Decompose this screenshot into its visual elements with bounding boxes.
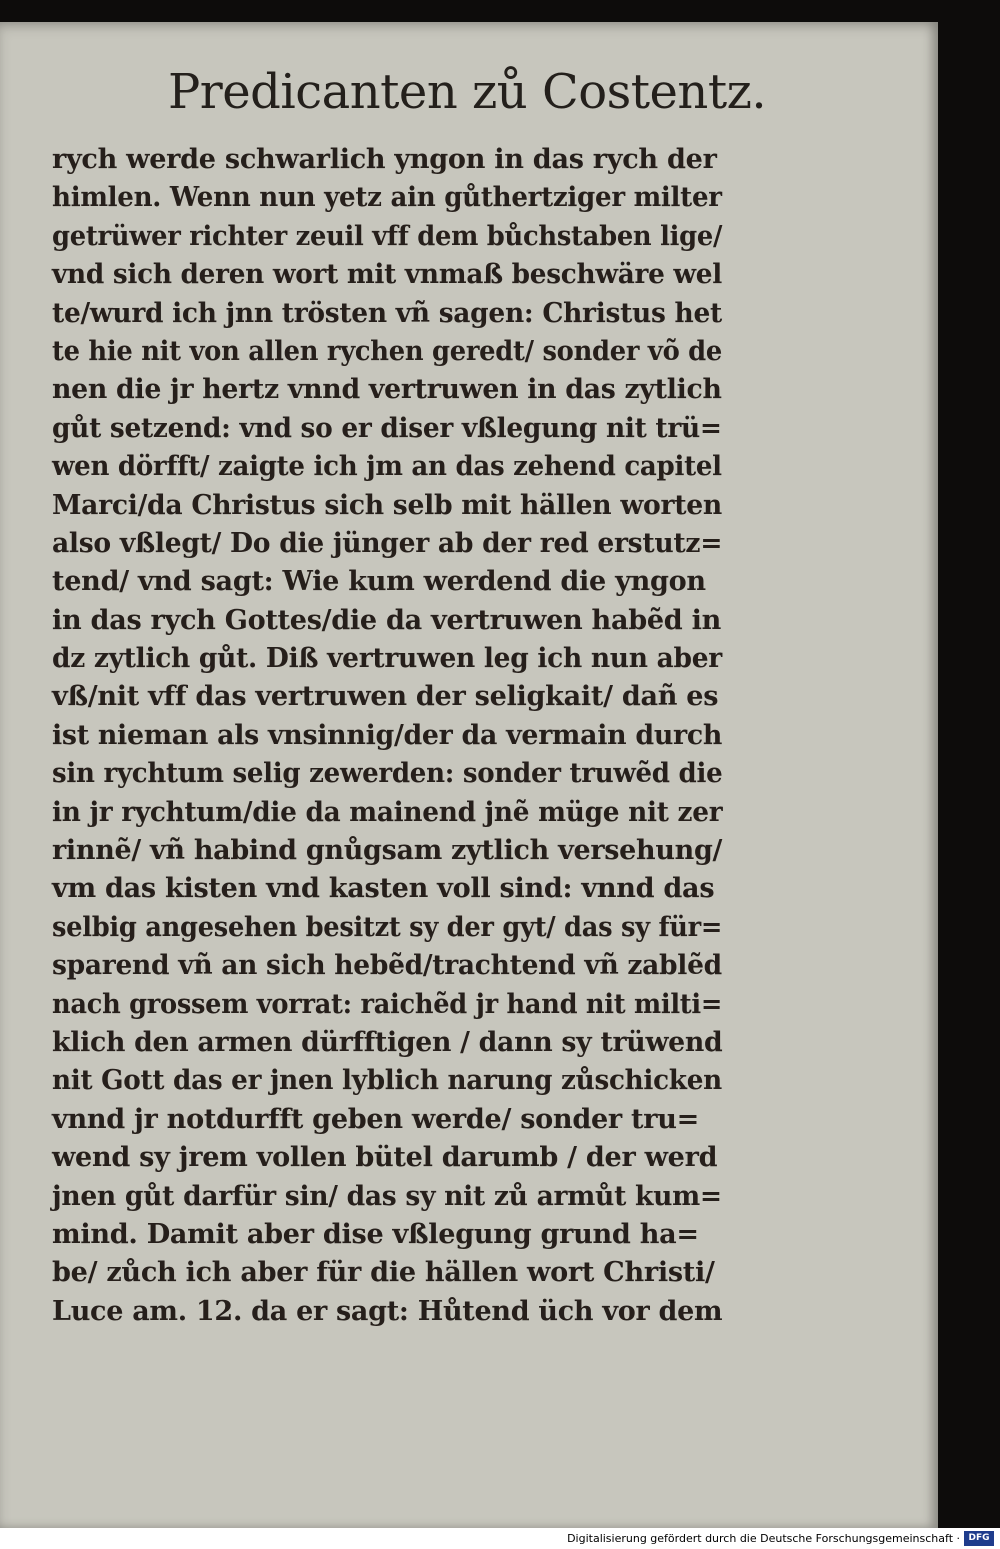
footer-bar: [0, 1528, 1000, 1549]
text-line: himlen. Wenn nun yetz ain gůthertziger milter: [52, 181, 722, 214]
text-line: be/ zůch ich aber für die hällen wort Christi/: [52, 1256, 715, 1289]
text-line: sin rychtum selig zewerden: sonder truwẽd die: [52, 757, 723, 790]
text-line: te hie nit von allen rychen geredt/ sonder võ de: [52, 334, 723, 367]
text-line: dz zytlich gůt. Diß vertruwen leg ich nun aber: [52, 642, 722, 675]
text-line: gůt setzend: vnd so er diser vßlegung nit trü=: [52, 411, 722, 444]
body-text: [52, 140, 732, 1330]
text-line: getrüwer richter zeuil vff dem bůchstaben lige/: [52, 219, 723, 252]
text-line: Luce am. 12. da er sagt: Hůtend üch vor dem: [52, 1294, 723, 1327]
text-line: vnnd jr notdurfft geben werde/ sonder tru=: [52, 1102, 700, 1135]
text-line: tend/ vnd sagt: Wie kum werdend die yngon: [52, 565, 706, 598]
text-line: vm das kisten vnd kasten voll sind: vnnd das: [52, 872, 715, 905]
text-line: wen dörfft/ zaigte ich jm an das zehend capitel: [52, 450, 722, 483]
running-head: Predicanten zů Costentz.: [168, 64, 767, 120]
text-line: jnen gůt darfür sin/ das sy nit zů armůt kum=: [52, 1179, 722, 1212]
text-line: mind. Damit aber dise vßlegung grund ha=: [52, 1217, 699, 1250]
text-line: nach grossem vorrat: raichẽd jr hand nit milti=: [52, 987, 723, 1020]
text-line: ist nieman als vnsinnig/der da vermain durch: [52, 718, 723, 751]
text-line: vß/nit vff das vertruwen der seligkait/ dañ es: [52, 680, 719, 713]
text-line: nit Gott das er jnen lyblich narung zůschicken: [52, 1064, 722, 1097]
text-line: in jr rychtum/die da mainend jnẽ müge nit zer: [52, 795, 723, 828]
text-line: also vßlegt/ Do die jünger ab der red erstutz=: [52, 526, 723, 559]
text-line: nen die jr hertz vnnd vertruwen in das zytlich: [52, 373, 722, 406]
text-line: klich den armen dürfftigen / dann sy trüwend: [52, 1025, 723, 1058]
text-line: vnd sich deren wort mit vnmaß beschwäre wel: [52, 258, 722, 291]
text-line: rinnẽ/ vñ habind gnůgsam zytlich versehung/: [52, 834, 723, 867]
text-line: selbig angesehen besitzt sy der gyt/ das sy für=: [52, 910, 723, 943]
dfg-logo-icon: DFG: [964, 1531, 994, 1546]
text-line: rych werde schwarlich yngon in das rych der: [52, 143, 717, 175]
text-line: sparend vñ an sich hebẽd/trachtend vñ zablẽd: [52, 949, 722, 982]
text-line: Marci/da Christus sich selb mit hällen worten: [52, 488, 722, 521]
text-line: wend sy jrem vollen bütel darumb / der werd: [52, 1141, 718, 1174]
footer-credit: Digitalisierung gefördert durch die Deutsche Forschungsgemeinschaft ·: [567, 1532, 960, 1545]
text-line: te/wurd ich jnn trösten vñ sagen: Christus het: [52, 296, 722, 329]
text-line: in das rych Gottes/die da vertruwen habẽd in: [52, 603, 722, 636]
